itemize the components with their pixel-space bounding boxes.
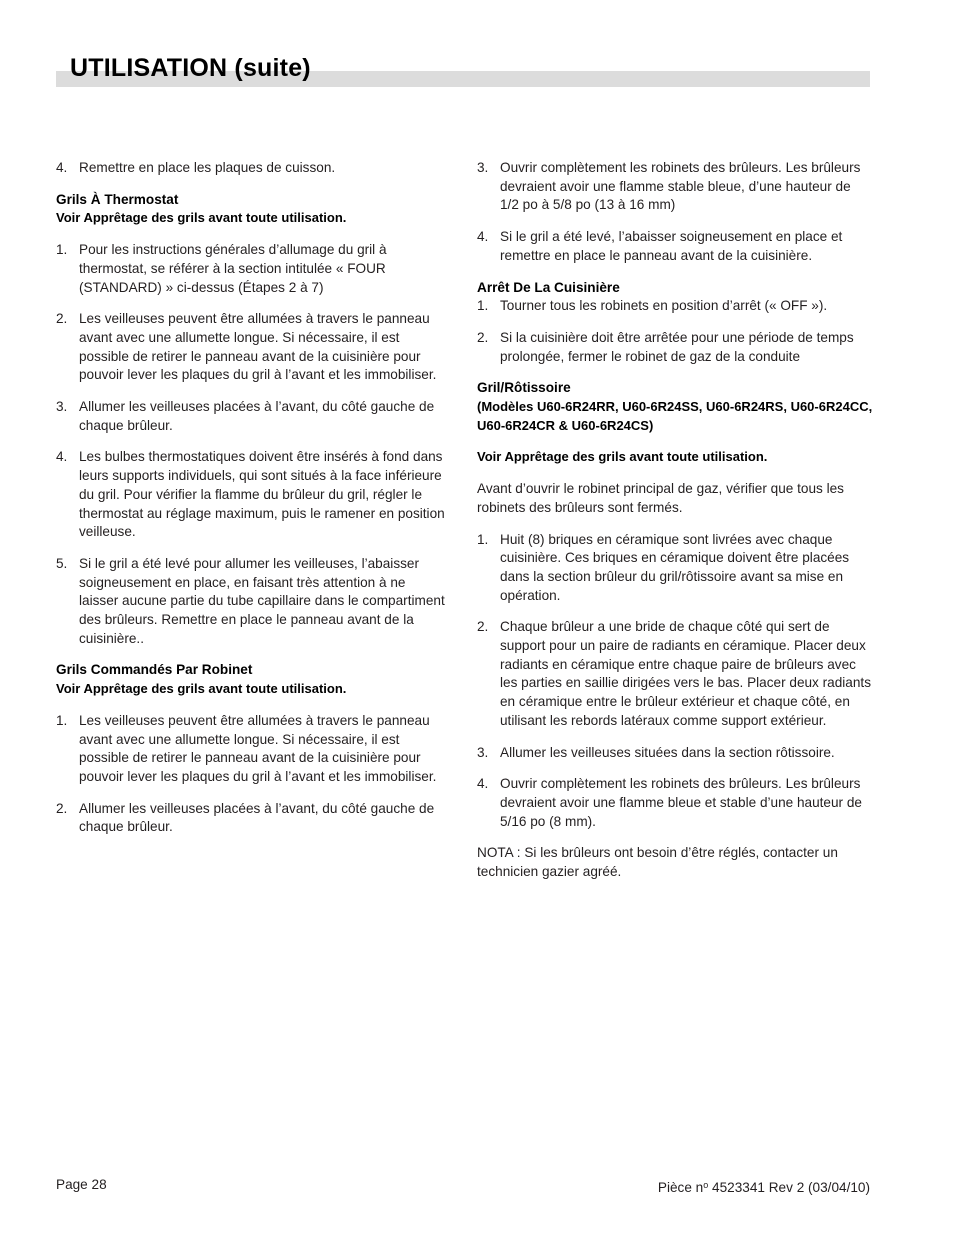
item-number: 3.: [477, 744, 489, 760]
item-text: Remettre en place les plaques de cuisson.: [79, 160, 336, 175]
item-number: 2.: [56, 800, 68, 816]
item-number: 1.: [56, 242, 68, 258]
part-rest: 4523341 Rev 2 (03/04/10): [708, 1180, 870, 1195]
section-note: Voir Apprêtage des grils avant toute utilisation.: [56, 210, 347, 226]
left-column: [56, 159, 448, 850]
item-text: Les veilleuses peuvent être allumées à travers le panneau avant avec une allumette longue. Si nécessaire, il est possible de retirer le panneau avant de la cuisinière pour pouvoir lever les plaques du gril à l’avant et les immobiliser.: [79, 311, 437, 383]
list-item: [56, 159, 448, 178]
item-text: Si la cuisinière doit être arrêtée pour une période de temps prolongée, fermer le robinet de gaz de la conduite: [500, 329, 854, 364]
item-text: Allumer les veilleuses placées à l’avant, du côté gauche de chaque brûleur.: [79, 399, 435, 433]
list-item: [477, 297, 873, 316]
list-item: [477, 775, 873, 831]
list-item: [477, 329, 873, 366]
list-item: [477, 228, 873, 265]
item-number: 1.: [477, 298, 489, 314]
item-number: 4.: [477, 776, 489, 792]
right-column: [477, 159, 873, 895]
item-number: 1.: [477, 531, 489, 547]
item-text: Allumer les veilleuses situées dans la section rôtissoire.: [500, 744, 835, 760]
item-number: 4.: [56, 449, 68, 465]
page-number: Page 28: [56, 1177, 107, 1192]
list-item: [477, 531, 873, 606]
page-title: UTILISATION (suite): [70, 54, 311, 82]
item-text: Allumer les veilleuses placées à l’avant, du côté gauche de chaque brûleur.: [79, 800, 435, 835]
item-text: Pour les instructions générales d’allumage du gril à thermostat, se référer à la section intitulée « FOUR (STANDARD) » ci-dessus (Étapes 2 à 7): [79, 242, 387, 295]
item-number: 2.: [56, 311, 68, 327]
list-item: [477, 159, 873, 215]
part-prefix: Pièce n: [657, 1180, 704, 1195]
item-number: 5.: [56, 555, 68, 571]
intro-paragraph: Avant d’ouvrir le robinet principal de gaz, vérifier que tous les robinets des brûleurs sont fermés.: [477, 481, 844, 515]
models-note: (Modèles U60-6R24RR, U60-6R24SS, U60-6R24RS, U60-6R24CC, U60-6R24CR & U60-6R24CS): [477, 399, 873, 433]
list-item: [56, 241, 448, 297]
list-item: [56, 448, 448, 542]
item-number: 2.: [477, 329, 489, 345]
section-heading-robinet: Grils Commandés Par Robinet: [56, 662, 253, 678]
item-text: Si le gril a été levé pour allumer les veilleuses, l’abaisser soigneusement en place, en faisant très attention à ne laisser aucune partie du tube capillaire dans le compartiment des brûleurs. Remettre en place le panneau avant de la cuisinière..: [79, 555, 445, 646]
item-text: Si le gril a été levé, l’abaisser soigneusement en place et remettre en place le panneau avant de la cuisinière.: [500, 229, 843, 263]
list-item: [56, 712, 448, 787]
part-superscript: o: [703, 1180, 709, 1190]
item-number: 4.: [477, 229, 489, 245]
section-heading-rotissoire: Gril/Rôtissoire: [477, 380, 571, 396]
list-item: [56, 800, 448, 837]
item-number: 1.: [56, 712, 68, 728]
list-item: [477, 618, 873, 730]
section-note: Voir Apprêtage des grils avant toute utilisation.: [477, 449, 768, 465]
item-number: 3.: [56, 399, 68, 415]
section-heading-thermostat: Grils À Thermostat: [56, 191, 179, 207]
list-item: [56, 555, 448, 649]
item-number: 4.: [56, 160, 68, 175]
section-note: Voir Apprêtage des grils avant toute utilisation.: [56, 681, 347, 697]
item-text: Ouvrir complètement les robinets des brûleurs. Les brûleurs devraient avoir une flamme stable bleue, d’une hauteur de 1/2 po à 5/8 po (13 à 16 mm): [500, 160, 861, 213]
item-text: Ouvrir complètement les robinets des brûleurs. Les brûleurs devraient avoir une flamme bleue et stable d’une hauteur de 5/16 po (8 mm).: [500, 776, 862, 829]
item-number: 2.: [477, 619, 489, 635]
list-item: [477, 744, 873, 763]
item-text: Les veilleuses peuvent être allumées à travers le panneau avant avec une allumette longue. Si nécessaire, il est possible de retirer le panneau avant de la cuisinière pour pouvoir lever les plaques du gril à l’avant et les immobiliser.: [79, 712, 437, 784]
item-text: Chaque brûleur a une bride de chaque côté qui sert de support pour un paire de radiants en céramique. Placer deux radiants en céramique entre chaque paire de brûleurs avec les parties en saillie dirigées vers le bas. Placer deux radiants en céramique entre le brûleur extérieur et chaque côté, en utilisant les rebords latéraux comme support extérieur.: [500, 619, 871, 728]
list-item: [56, 310, 448, 385]
item-text: Huit (8) briques en céramique sont livrées avec chaque cuisinière. Ces briques en céramique doivent être placées dans la section brûleur du gril/rôtissoire avant sa mise en opération.: [500, 531, 850, 603]
section-heading-arret: Arrêt De La Cuisinière: [477, 279, 620, 295]
nota-paragraph: NOTA : Si les brûleurs ont besoin d’être réglés, contacter un technicien gazier agréé.: [477, 845, 838, 880]
item-text: Les bulbes thermostatiques doivent être insérés à fond dans leurs supports individuels, qui sont situés à la face inférieure du gril. Pour vérifier la flamme du brûleur du gril, régler le thermostat au réglage maximum, puis le ramener en position veilleuse.: [79, 449, 445, 540]
part-number: [658, 1176, 870, 1197]
list-item: [56, 398, 448, 435]
item-text: Tourner tous les robinets en position d’arrêt (« OFF »).: [500, 298, 828, 314]
item-number: 3.: [477, 160, 489, 175]
